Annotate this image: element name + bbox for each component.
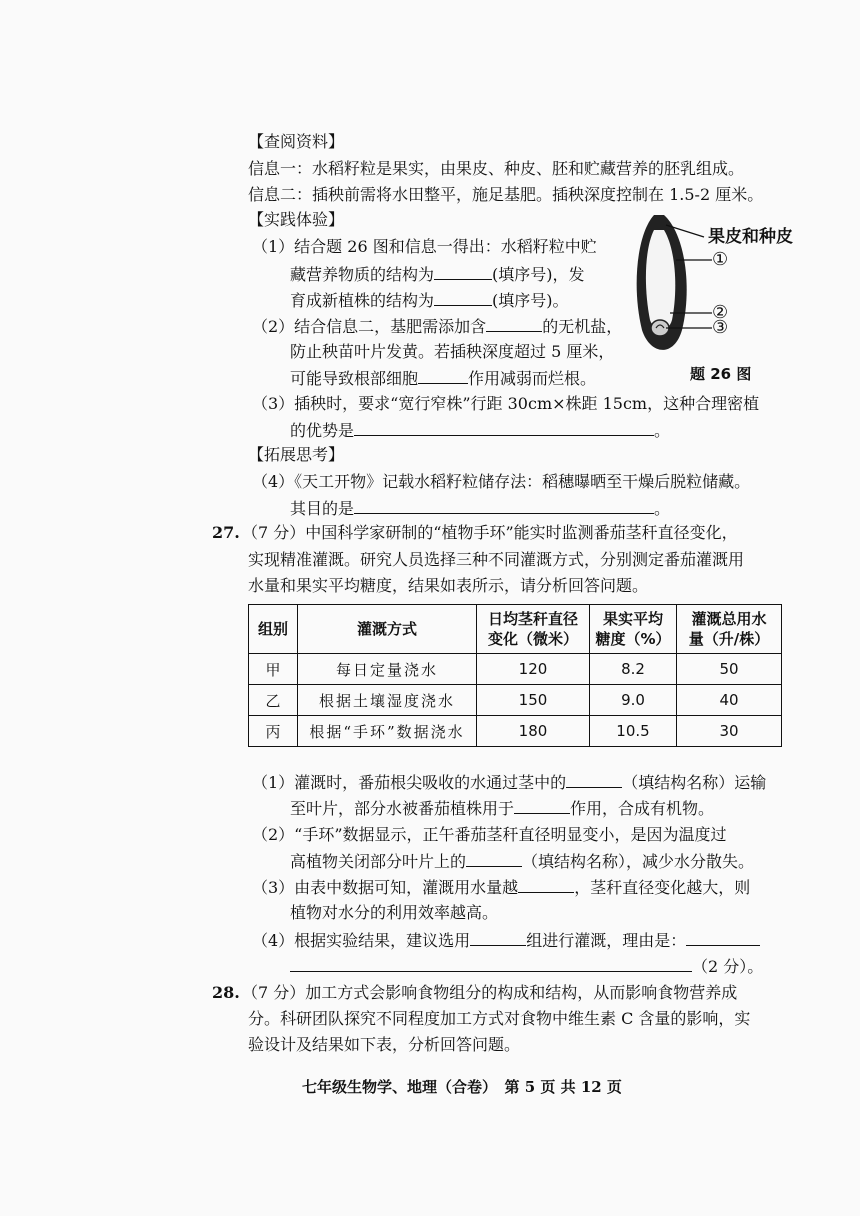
q2-line1-tail: 的无机盐， <box>542 317 623 336</box>
q27-1-line2 <box>290 797 714 820</box>
q3-line2 <box>290 419 670 442</box>
q27-2-line2-tail: （填结构名称），减少水分散失。 <box>522 852 755 871</box>
q27-1-line1 <box>252 771 766 794</box>
q1-line2-tail: (填序号)，发 <box>492 265 585 284</box>
table-row <box>249 716 782 747</box>
q27-3-tail: ，茎秆直径变化越大，则 <box>574 878 751 897</box>
label-pericarp: 果皮和种皮 <box>708 227 793 247</box>
q27-1-line2-text: 至叶片，部分水被番茄植株用于 <box>290 799 515 818</box>
irrigation-table <box>248 604 782 747</box>
q4-line2-text: 其目的是 <box>290 499 355 518</box>
q27-4-score: （2 分）。 <box>692 957 764 976</box>
table-cell: 10.5 <box>590 716 677 747</box>
answer-blank[interactable] <box>514 797 570 814</box>
q2-line1 <box>252 315 622 338</box>
label-one: ① <box>712 249 729 270</box>
table-cell: 8.2 <box>590 654 677 685</box>
q1-line3 <box>290 289 569 312</box>
q3-line2-text: 的优势是 <box>290 421 355 440</box>
q27-4-mid: 组进行灌溉，理由是： <box>526 931 687 950</box>
q27-4-line1 <box>252 929 760 952</box>
answer-blank[interactable] <box>518 876 574 893</box>
q27-3-line1 <box>252 876 750 899</box>
q27-2-line2 <box>290 850 754 873</box>
answer-blank[interactable] <box>466 850 522 867</box>
q27-1-line2-tail: 作用，合成有机物。 <box>570 799 715 818</box>
q1-line3-tail: (填序号)。 <box>492 291 569 310</box>
q27-4-line2 <box>290 955 763 978</box>
q2-line2: 防止秧苗叶片发黄。若插秧深度超过 5 厘米， <box>290 342 615 361</box>
q3-line2-tail: 。 <box>654 421 671 440</box>
q2-line3 <box>290 367 596 390</box>
table-row <box>249 654 782 685</box>
table-row <box>249 685 782 716</box>
table-header: 组别 <box>249 605 298 654</box>
q27-1-tail: （填结构名称）运输 <box>622 773 767 792</box>
q27-3-text: （3）由表中数据可知，灌溉用水量越 <box>252 878 519 897</box>
q27-2-line2-text: 高植物关闭部分叶片上的 <box>290 852 467 871</box>
q28-number: 28. <box>212 983 240 1002</box>
q27-3-line2: 植物对水分的利用效率越高。 <box>290 903 499 922</box>
table-cell: 丙 <box>249 716 298 747</box>
q27-line3: 水量和果实平均糖度，结果如表所示，请分析回答问题。 <box>248 576 649 595</box>
q1-line1: （1）结合题 26 图和信息一得出：水稻籽粒中贮 <box>252 237 597 256</box>
q3-line1: （3）插秧时，要求“宽行窄株”行距 30cm×株距 15cm，这种合理密植 <box>252 394 760 413</box>
figure-caption: 题 26 图 <box>690 365 752 383</box>
table-cell: 9.0 <box>590 685 677 716</box>
q27-line1: （7 分）中国科学家研制的“植物手环”能实时监测番茄茎秆直径变化， <box>242 523 738 542</box>
answer-blank[interactable] <box>566 771 622 788</box>
answer-blank[interactable] <box>434 289 492 306</box>
q28-line3: 验设计及结果如下表，分析回答问题。 <box>248 1035 521 1054</box>
table-cell: 120 <box>477 654 590 685</box>
q28-line2: 分。科研团队探究不同程度加工方式对食物中维生素 C 含量的影响，实 <box>248 1009 751 1028</box>
table-header: 日均茎秆直径 变化（微米） <box>477 605 590 654</box>
table-header-row <box>249 605 782 654</box>
q27-1-text: （1）灌溉时，番茄根尖吸收的水通过茎中的 <box>252 773 567 792</box>
q27-number: 27. <box>212 523 240 542</box>
answer-blank[interactable] <box>470 929 526 946</box>
answer-blank[interactable] <box>486 315 542 332</box>
q4-line1: （4）《天工开物》记载水稻籽粒储存法：稻穗曝晒至干燥后脱粒储藏。 <box>252 472 751 491</box>
answer-blank[interactable] <box>290 955 692 972</box>
q1-line2 <box>290 263 585 286</box>
info-one: 信息一：水稻籽粒是果实，由果皮、种皮、胚和贮藏营养的胚乳组成。 <box>248 159 745 178</box>
table-cell: 40 <box>677 685 782 716</box>
q27-4-text: （4）根据实验结果，建议选用 <box>252 931 471 950</box>
q28-line1: （7 分）加工方式会影响食物组分的构成和结构，从而影响食物营养成 <box>242 983 738 1002</box>
table-header: 果实平均 糖度（%） <box>590 605 677 654</box>
answer-blank[interactable] <box>354 497 654 514</box>
q4-line2 <box>290 497 670 520</box>
section-heading-practice: 【实践体验】 <box>248 210 345 229</box>
info-two: 信息二：插秧前需将水田整平，施足基肥。插秧深度控制在 1.5-2 厘米。 <box>248 185 764 204</box>
answer-blank[interactable] <box>354 419 654 436</box>
table-cell: 乙 <box>249 685 298 716</box>
label-two: ② <box>712 302 729 323</box>
table-cell: 150 <box>477 685 590 716</box>
q1-line3-text: 育成新植株的结构为 <box>290 291 435 310</box>
table-cell: 根据土壤湿度浇水 <box>298 685 477 716</box>
answer-blank[interactable] <box>686 929 760 946</box>
page-footer: 七年级生物学、地理（合卷） 第 5 页 共 12 页 <box>302 1078 622 1096</box>
section-heading-extend: 【拓展思考】 <box>248 445 345 464</box>
label-three: ③ <box>712 317 729 338</box>
answer-blank[interactable] <box>434 263 492 280</box>
q4-line2-tail: 。 <box>654 499 671 518</box>
q27-2-line1: （2）“手环”数据显示，正午番茄茎秆直径明显变小，是因为温度过 <box>252 825 727 844</box>
table-cell: 180 <box>477 716 590 747</box>
table-cell: 30 <box>677 716 782 747</box>
table-cell: 每日定量浇水 <box>298 654 477 685</box>
q2-line3-tail: 作用减弱而烂根。 <box>468 369 597 388</box>
table-cell: 根据“手环”数据浇水 <box>298 716 477 747</box>
table-header: 灌溉方式 <box>298 605 477 654</box>
table-header: 灌溉总用水 量（升/株） <box>677 605 782 654</box>
q2-line1-text: （2）结合信息二，基肥需添加含 <box>252 317 487 336</box>
q1-line2-text: 藏营养物质的结构为 <box>290 265 435 284</box>
table-cell: 50 <box>677 654 782 685</box>
table-cell: 甲 <box>249 654 298 685</box>
q27-line2: 实现精准灌溉。研究人员选择三种不同灌溉方式，分别测定番茄灌溉用 <box>248 550 745 569</box>
section-heading-lookup: 【查阅资料】 <box>248 132 345 151</box>
q2-line3-text: 可能导致根部细胞 <box>290 369 419 388</box>
answer-blank[interactable] <box>418 367 468 384</box>
